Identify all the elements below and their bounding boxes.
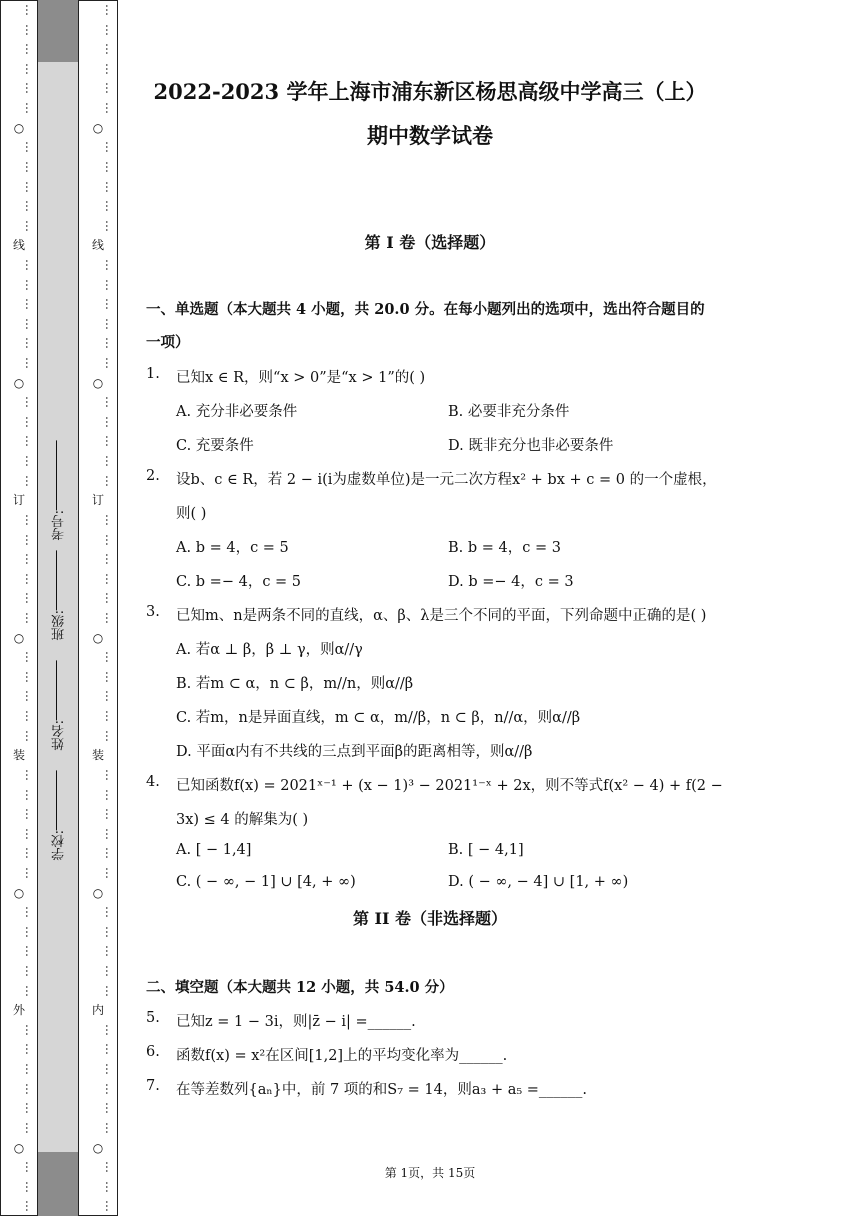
- inner-binding-mark: …: [103, 298, 117, 311]
- inner-binding-mark: …: [103, 141, 117, 154]
- inner-binding-mark: …: [103, 866, 117, 879]
- part2-heading: 第 II 卷（非选择题）: [352, 909, 508, 928]
- outer-binding-mark: …: [23, 1200, 37, 1213]
- outer-binding-mark: …: [23, 474, 37, 487]
- outer-binding-mark: …: [23, 847, 37, 860]
- outer-binding-mark: …: [23, 200, 37, 213]
- option-b[interactable]: B. b = 4，c = 3: [448, 540, 561, 556]
- option-a[interactable]: A. 若α ⊥ β，β ⊥ γ，则α//γ: [176, 642, 363, 658]
- inner-binding-mark: …: [103, 278, 117, 291]
- outer-binding-mark: …: [23, 102, 37, 115]
- inner-binding-mark: …: [103, 200, 117, 213]
- inner-binding-mark: …: [103, 827, 117, 840]
- outer-binding-mark: …: [23, 788, 37, 801]
- outer-binding-mark: …: [23, 357, 37, 370]
- inner-binding-mark: …: [103, 984, 117, 997]
- page-subtitle: 期中数学试卷: [367, 123, 493, 148]
- question-stem: 已知函数f(x) = 2021ˣ⁻¹ + (x − 1)³ − 2021¹⁻ˣ + 2x，则不等式f(x² − 4) + f(2 −: [176, 778, 723, 794]
- question-stem: 已知m、n是两条不同的直线，α、β、λ是三个不同的平面，下列命题中正确的是( ): [176, 608, 707, 624]
- outer-binding-mark: …: [23, 925, 37, 938]
- gray-strip-top-block: [38, 0, 78, 62]
- outer-binding-mark: 线: [12, 238, 25, 253]
- outer-binding-mark: …: [23, 62, 37, 75]
- inner-binding-mark: …: [103, 4, 117, 16]
- option-b[interactable]: B. [ − 4,1]: [448, 842, 524, 858]
- inner-binding-mark: 装: [91, 748, 104, 763]
- outer-binding-mark: …: [23, 1102, 37, 1115]
- inner-binding-mark: …: [103, 651, 117, 664]
- outer-binding-mark: 外: [12, 1003, 25, 1018]
- name-label: 姓名:: [52, 720, 67, 751]
- outer-binding-mark: …: [23, 1023, 37, 1036]
- option-a[interactable]: A. [ − 1,4]: [176, 842, 252, 858]
- name-field[interactable]: [50, 660, 69, 750]
- section1-title: 一、单选题（本大题共 4 小题，共 20.0 分。在每小题列出的选项中，选出符合题目的: [146, 301, 705, 318]
- option-d[interactable]: D. 既非充分也非必要条件: [448, 438, 614, 454]
- outer-binding-mark: …: [23, 906, 37, 919]
- part1-heading: 第 I 卷（选择题）: [364, 233, 496, 252]
- outer-binding-mark: ○: [13, 885, 25, 900]
- exam-number-field[interactable]: [50, 440, 69, 540]
- inner-binding-mark: …: [103, 1200, 117, 1213]
- outer-binding-mark: …: [23, 435, 37, 448]
- exam-number-label: 考号:: [52, 510, 67, 541]
- inner-binding-mark: …: [103, 102, 117, 115]
- option-a[interactable]: A. 充分非必要条件: [176, 404, 298, 420]
- option-b[interactable]: B. 必要非充分条件: [448, 404, 570, 420]
- question-stem-cont: 3x) ≤ 4 的解集为( ): [176, 812, 309, 828]
- section1-title-cont: 一项）: [146, 334, 190, 351]
- inner-binding-mark: …: [103, 1063, 117, 1076]
- inner-binding-mark: …: [103, 1121, 117, 1134]
- question-stem: 已知z = 1 − 3i，则|z̄ − i| =______.: [176, 1014, 416, 1030]
- inner-binding-mark: …: [103, 906, 117, 919]
- outer-binding-mark: …: [23, 670, 37, 683]
- inner-binding-mark: …: [103, 1082, 117, 1095]
- section2-title: 二、填空题（本大题共 12 小题，共 54.0 分）: [146, 979, 454, 996]
- outer-binding-mark: ○: [13, 120, 25, 135]
- outer-binding-mark: …: [23, 337, 37, 350]
- outer-binding-mark: ○: [13, 1140, 25, 1155]
- outer-binding-mark: …: [23, 1082, 37, 1095]
- outer-binding-mark: …: [23, 298, 37, 311]
- option-c[interactable]: C. 若m，n是异面直线，m ⊂ α，m//β，n ⊂ β，n//α，则α//β: [176, 710, 581, 726]
- page-title: 2022-2023 学年上海市浦东新区杨思高级中学高三（上）: [153, 79, 707, 104]
- inner-binding-mark: ○: [92, 1140, 104, 1155]
- outer-binding-mark: …: [23, 1161, 37, 1174]
- question-number: 2.: [146, 468, 160, 484]
- option-c[interactable]: C. 充要条件: [176, 438, 254, 454]
- inner-binding-mark: …: [103, 435, 117, 448]
- outer-binding-mark: …: [23, 1121, 37, 1134]
- outer-binding-mark: …: [23, 651, 37, 664]
- inner-binding-mark: …: [103, 670, 117, 683]
- inner-binding-mark: …: [103, 337, 117, 350]
- inner-binding-mark: ○: [92, 120, 104, 135]
- inner-binding-mark: 线: [91, 238, 104, 253]
- inner-binding-mark: …: [103, 160, 117, 173]
- inner-binding-mark: 订: [91, 493, 104, 508]
- inner-binding-mark: …: [103, 768, 117, 781]
- question-number: 3.: [146, 604, 160, 620]
- outer-binding-strip: [0, 0, 38, 1216]
- inner-binding-mark: ○: [92, 375, 104, 390]
- outer-binding-mark: …: [23, 592, 37, 605]
- outer-binding-mark: …: [23, 317, 37, 330]
- outer-binding-mark: …: [23, 258, 37, 271]
- inner-binding-mark: …: [103, 23, 117, 36]
- option-d[interactable]: D. b =− 4，c = 3: [448, 574, 574, 590]
- inner-binding-mark: …: [103, 258, 117, 271]
- outer-binding-mark: …: [23, 572, 37, 585]
- inner-binding-mark: …: [103, 710, 117, 723]
- question-stem: 在等差数列{aₙ}中，前 7 项的和S₇ = 14，则a₃ + a₅ =______.: [176, 1082, 588, 1098]
- outer-binding-mark: …: [23, 533, 37, 546]
- outer-binding-mark: …: [23, 945, 37, 958]
- outer-binding-mark: …: [23, 180, 37, 193]
- inner-binding-mark: …: [103, 945, 117, 958]
- outer-binding-mark: …: [23, 396, 37, 409]
- inner-binding-mark: …: [103, 474, 117, 487]
- inner-binding-mark: …: [103, 415, 117, 428]
- outer-binding-mark: …: [23, 866, 37, 879]
- outer-binding-mark: …: [23, 4, 37, 16]
- inner-binding-mark: …: [103, 1102, 117, 1115]
- inner-binding-mark: …: [103, 1023, 117, 1036]
- question-number: 4.: [146, 774, 160, 790]
- inner-binding-mark: …: [103, 82, 117, 95]
- inner-binding-mark: …: [103, 965, 117, 978]
- outer-binding-mark: …: [23, 455, 37, 468]
- inner-binding-mark: …: [103, 690, 117, 703]
- inner-binding-mark: …: [103, 455, 117, 468]
- inner-binding-mark: …: [103, 513, 117, 526]
- outer-binding-mark: …: [23, 1043, 37, 1056]
- inner-binding-mark: …: [103, 533, 117, 546]
- inner-binding-mark: ○: [92, 630, 104, 645]
- outer-binding-mark: …: [23, 1180, 37, 1193]
- outer-binding-mark: …: [23, 82, 37, 95]
- question-number: 1.: [146, 366, 160, 382]
- inner-binding-mark: …: [103, 847, 117, 860]
- inner-binding-mark: …: [103, 219, 117, 232]
- question-number: 5.: [146, 1010, 160, 1026]
- question-stem: 已知x ∈ R，则“x > 0”是“x > 1”的( ): [176, 370, 426, 386]
- question-stem-cont: 则( ): [176, 506, 207, 522]
- inner-binding-mark: …: [103, 592, 117, 605]
- option-d[interactable]: D. ( − ∞, − 4] ∪ [1, + ∞): [448, 874, 629, 890]
- inner-binding-mark: …: [103, 553, 117, 566]
- outer-binding-mark: …: [23, 984, 37, 997]
- inner-binding-mark: …: [103, 1161, 117, 1174]
- option-c[interactable]: C. b =− 4，c = 5: [176, 574, 302, 590]
- inner-binding-strip: [78, 0, 118, 1216]
- inner-binding-mark: ○: [92, 885, 104, 900]
- outer-binding-mark: …: [23, 729, 37, 742]
- outer-binding-mark: …: [23, 808, 37, 821]
- outer-binding-mark: …: [23, 513, 37, 526]
- outer-binding-mark: 订: [12, 493, 25, 508]
- school-field[interactable]: [50, 770, 69, 860]
- outer-binding-mark: …: [23, 219, 37, 232]
- outer-binding-mark: …: [23, 710, 37, 723]
- inner-binding-mark: …: [103, 1180, 117, 1193]
- option-b[interactable]: B. 若m ⊂ α，n ⊂ β，m//n，则α//β: [176, 676, 414, 692]
- option-c[interactable]: C. ( − ∞, − 1] ∪ [4, + ∞): [176, 874, 356, 890]
- question-stem: 设b、c ∈ R，若 2 − i(i为虚数单位)是一元二次方程x² + bx + c = 0 的一个虚根，: [176, 472, 717, 488]
- class-label: 班级:: [52, 610, 67, 641]
- inner-binding-mark: …: [103, 788, 117, 801]
- inner-binding-mark: …: [103, 180, 117, 193]
- class-field[interactable]: [50, 550, 69, 640]
- outer-binding-mark: …: [23, 965, 37, 978]
- outer-binding-mark: …: [23, 1063, 37, 1076]
- inner-binding-mark: …: [103, 572, 117, 585]
- outer-binding-mark: 装: [12, 748, 25, 763]
- inner-binding-mark: …: [103, 925, 117, 938]
- question-number: 7.: [146, 1078, 160, 1094]
- gray-strip-bottom-block: [38, 1152, 78, 1216]
- outer-binding-mark: …: [23, 612, 37, 624]
- page-footer: 第 1页，共 15页: [384, 1166, 476, 1180]
- outer-binding-mark: …: [23, 43, 37, 56]
- inner-binding-mark: …: [103, 612, 117, 624]
- question-number: 6.: [146, 1044, 160, 1060]
- outer-binding-mark: …: [23, 553, 37, 566]
- inner-binding-mark: …: [103, 729, 117, 742]
- school-label: 学校:: [52, 830, 67, 861]
- outer-binding-mark: …: [23, 278, 37, 291]
- outer-binding-mark: …: [23, 141, 37, 154]
- outer-binding-mark: …: [23, 160, 37, 173]
- inner-binding-mark: …: [103, 357, 117, 370]
- outer-binding-mark: …: [23, 23, 37, 36]
- inner-binding-mark: …: [103, 62, 117, 75]
- inner-binding-mark: …: [103, 808, 117, 821]
- inner-binding-mark: …: [103, 396, 117, 409]
- outer-binding-mark: …: [23, 768, 37, 781]
- outer-binding-mark: …: [23, 827, 37, 840]
- outer-binding-mark: …: [23, 690, 37, 703]
- inner-binding-mark: …: [103, 317, 117, 330]
- outer-binding-mark: ○: [13, 630, 25, 645]
- inner-binding-mark: …: [103, 43, 117, 56]
- option-a[interactable]: A. b = 4，c = 5: [176, 540, 289, 556]
- outer-binding-mark: …: [23, 415, 37, 428]
- question-stem: 函数f(x) = x²在区间[1,2]上的平均变化率为______.: [176, 1048, 508, 1064]
- option-d[interactable]: D. 平面α内有不共线的三点到平面β的距离相等，则α//β: [176, 744, 533, 760]
- inner-binding-mark: 内: [91, 1003, 104, 1018]
- inner-binding-mark: …: [103, 1043, 117, 1056]
- outer-binding-mark: ○: [13, 375, 25, 390]
